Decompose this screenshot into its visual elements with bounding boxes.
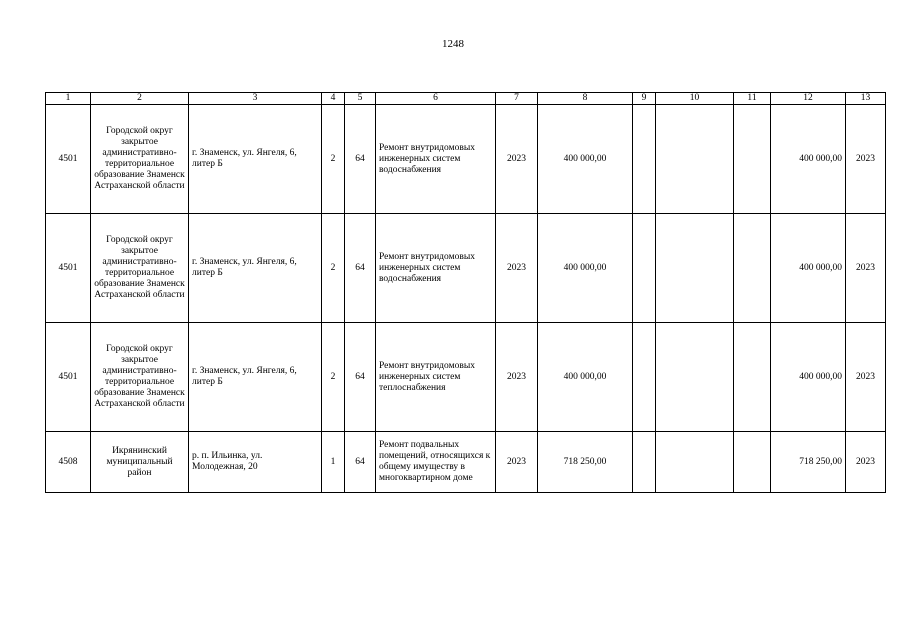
cell-col13: 2023 [846,214,886,323]
page-number: 1248 [442,38,464,50]
cell-col11 [734,323,771,432]
cell-total: 400 000,00 [538,105,633,214]
cell-col5: 64 [345,432,376,493]
cell-col4: 2 [322,105,345,214]
cell-col13: 2023 [846,323,886,432]
cell-municipality: Икрянинский муниципальный район [91,432,189,493]
table-row [46,432,886,493]
cell-year: 2023 [496,323,538,432]
cell-total: 400 000,00 [538,214,633,323]
cell-col11 [734,105,771,214]
cell-col12: 400 000,00 [771,214,846,323]
column-number: 10 [656,93,734,105]
cell-col12: 400 000,00 [771,323,846,432]
column-number: 13 [846,93,886,105]
cell-col9 [633,432,656,493]
column-number: 6 [376,93,496,105]
cell-col5: 64 [345,323,376,432]
column-number: 4 [322,93,345,105]
column-number: 11 [734,93,771,105]
cell-col12: 718 250,00 [771,432,846,493]
table-row [46,105,886,214]
column-number: 1 [46,93,91,105]
cell-col10 [656,214,734,323]
cell-work-type: Ремонт подвальных помещений, относящихся к общему имуществу в многоквартирном доме [376,432,496,493]
cell-code: 4508 [46,432,91,493]
cell-col9 [633,323,656,432]
cell-col13: 2023 [846,105,886,214]
table-row [46,214,886,323]
cell-year: 2023 [496,432,538,493]
cell-col10 [656,323,734,432]
column-number: 5 [345,93,376,105]
cell-work-type: Ремонт внутридомовых инженерных систем теплоснабжения [376,323,496,432]
cell-col10 [656,432,734,493]
column-number: 9 [633,93,656,105]
column-number: 8 [538,93,633,105]
cell-address: г. Знаменск, ул. Янгеля, 6, литер Б [189,105,322,214]
cell-code: 4501 [46,105,91,214]
cell-year: 2023 [496,105,538,214]
cell-municipality: Городской округ закрытое административно-территориальное образование Знаменск Астраханской области [91,105,189,214]
cell-address: г. Знаменск, ул. Янгеля, 6, литер Б [189,214,322,323]
cell-col13: 2023 [846,432,886,493]
cell-address: р. п. Ильинка, ул. Молодежная, 20 [189,432,322,493]
cell-work-type: Ремонт внутридомовых инженерных систем водоснабжения [376,105,496,214]
column-number: 7 [496,93,538,105]
cell-col9 [633,214,656,323]
cell-col4: 2 [322,323,345,432]
cell-col10 [656,105,734,214]
cell-col9 [633,105,656,214]
cell-municipality: Городской округ закрытое административно-территориальное образование Знаменск Астраханской области [91,323,189,432]
column-number: 3 [189,93,322,105]
cell-col11 [734,214,771,323]
cell-col11 [734,432,771,493]
cell-col4: 2 [322,214,345,323]
column-number: 2 [91,93,189,105]
cell-code: 4501 [46,214,91,323]
cell-code: 4501 [46,323,91,432]
cell-total: 718 250,00 [538,432,633,493]
table-row [46,323,886,432]
cell-municipality: Городской округ закрытое административно-территориальное образование Знаменск Астраханской области [91,214,189,323]
cell-col12: 400 000,00 [771,105,846,214]
cell-col5: 64 [345,105,376,214]
column-number-row [46,93,886,105]
cell-col5: 64 [345,214,376,323]
cell-work-type: Ремонт внутридомовых инженерных систем водоснабжения [376,214,496,323]
cell-total: 400 000,00 [538,323,633,432]
cell-address: г. Знаменск, ул. Янгеля, 6, литер Б [189,323,322,432]
registry-table [45,92,886,493]
column-number: 12 [771,93,846,105]
cell-year: 2023 [496,214,538,323]
cell-col4: 1 [322,432,345,493]
